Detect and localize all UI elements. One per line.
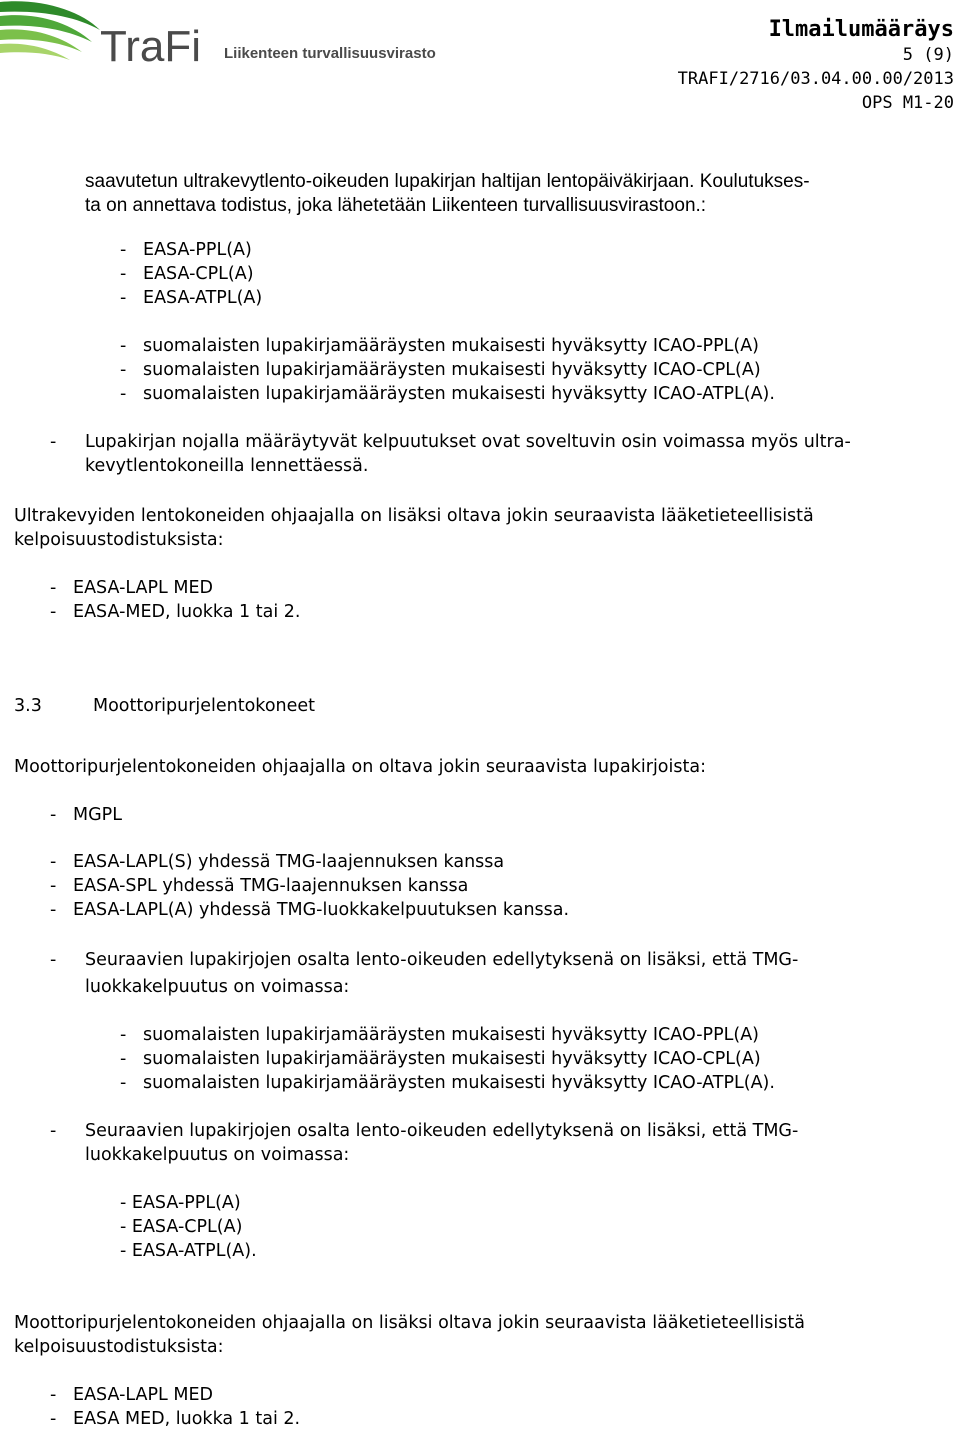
- mg-intro: Moottoripurjelentokoneiden ohjaajalla on oltava jokin seuraavista lupakirjoista:: [14, 757, 706, 777]
- cond1-line-2: luokkakelpuutus on voimassa:: [85, 977, 350, 997]
- bullet-dash: -: [50, 1121, 57, 1141]
- section-title: Moottoripurjelentokoneet: [93, 696, 316, 716]
- ultra-medical-item: - EASA-MED, luokka 1 tai 2.: [50, 602, 301, 622]
- icao-list-item: - suomalaisten lupakirjamääräysten mukaisesti hyväksytty ICAO-ATPL(A).: [120, 384, 775, 404]
- ultra-medical-line-1: Ultrakevyiden lentokoneiden ohjaajalla on lisäksi oltava jokin seuraavista lääketieteellisistä: [14, 506, 814, 526]
- easa-list-item: - EASA-PPL(A): [120, 240, 252, 260]
- cond1-item: - suomalaisten lupakirjamääräysten mukaisesti hyväksytty ICAO-PPL(A): [120, 1025, 760, 1045]
- trafi-logo: [0, 0, 445, 80]
- cond2-line-1: Seuraavien lupakirjojen osalta lento-oikeuden edellytyksenä on lisäksi, että TMG-: [85, 1121, 799, 1141]
- restriction-line-1: Lupakirjan nojalla määräytyvät kelpuutukset ovat soveltuvin osin voimassa myös ultra-: [85, 432, 851, 452]
- intro-line-2: ta on annettava todistus, joka lähetetään Liikenteen turvallisuusvirastoon.:: [85, 195, 707, 216]
- cond1-line-1: Seuraavien lupakirjojen osalta lento-oikeuden edellytyksenä on lisäksi, että TMG-: [85, 950, 799, 970]
- easa-list-item: - EASA-CPL(A): [120, 264, 254, 284]
- mg-medical-line-2: kelpoisuustodistuksista:: [14, 1337, 224, 1357]
- mg-mgpl-item: - MGPL: [50, 805, 122, 825]
- mg-medical-item: - EASA MED, luokka 1 tai 2.: [50, 1409, 301, 1429]
- ultra-medical-line-2: kelpoisuustodistuksista:: [14, 530, 224, 550]
- icao-list-item: - suomalaisten lupakirjamääräysten mukaisesti hyväksytty ICAO-CPL(A): [120, 360, 761, 380]
- section-number: 3.3: [14, 696, 42, 716]
- cond2-item: - EASA-CPL(A): [120, 1217, 243, 1237]
- trafi-logo-mark: [0, 0, 445, 80]
- doc-type: Ilmailumääräys: [768, 17, 954, 42]
- mg-list-item: - EASA-LAPL(S) yhdessä TMG-laajennuksen kanssa: [50, 852, 505, 872]
- cond1-item: - suomalaisten lupakirjamääräysten mukaisesti hyväksytty ICAO-ATPL(A).: [120, 1073, 775, 1093]
- page-total: (9): [923, 45, 954, 65]
- mg-list-item: - EASA-SPL yhdessä TMG-laajennuksen kanssa: [50, 876, 469, 896]
- cond1-item: - suomalaisten lupakirjamääräysten mukaisesti hyväksytty ICAO-CPL(A): [120, 1049, 761, 1069]
- ultra-medical-item: - EASA-LAPL MED: [50, 578, 213, 598]
- bullet-dash: -: [50, 432, 57, 452]
- intro-line-1: saavutetun ultrakevytlento-oikeuden lupakirjan haltijan lentopäiväkirjaan. Koulutukses-: [85, 171, 810, 192]
- logo-brand: TraFi: [100, 22, 202, 71]
- easa-list-item: - EASA-ATPL(A): [120, 288, 263, 308]
- cond2-item: - EASA-PPL(A): [120, 1193, 241, 1213]
- bullet-dash: -: [50, 950, 57, 970]
- page-number: 5: [902, 45, 914, 65]
- cond2-line-2: luokkakelpuutus on voimassa:: [85, 1145, 350, 1165]
- icao-list-item: - suomalaisten lupakirjamääräysten mukaisesti hyväksytty ICAO-PPL(A): [120, 336, 760, 356]
- restriction-line-2: kevytlentokoneilla lennettäessä.: [85, 456, 369, 476]
- page-indicator: [903, 44, 954, 66]
- logo-agency: Liikenteen turvallisuusvirasto: [224, 45, 436, 62]
- regulation-code: OPS M1-20: [861, 93, 954, 113]
- mg-medical-item: - EASA-LAPL MED: [50, 1385, 213, 1405]
- cond2-item: - EASA-ATPL(A).: [120, 1241, 257, 1261]
- mg-list-item: - EASA-LAPL(A) yhdessä TMG-luokkakelpuutuksen kanssa.: [50, 900, 570, 920]
- reference-number: TRAFI/2716/03.04.00.00/2013: [677, 69, 954, 89]
- mg-medical-line-1: Moottoripurjelentokoneiden ohjaajalla on lisäksi oltava jokin seuraavista lääketieteellisistä: [14, 1313, 805, 1333]
